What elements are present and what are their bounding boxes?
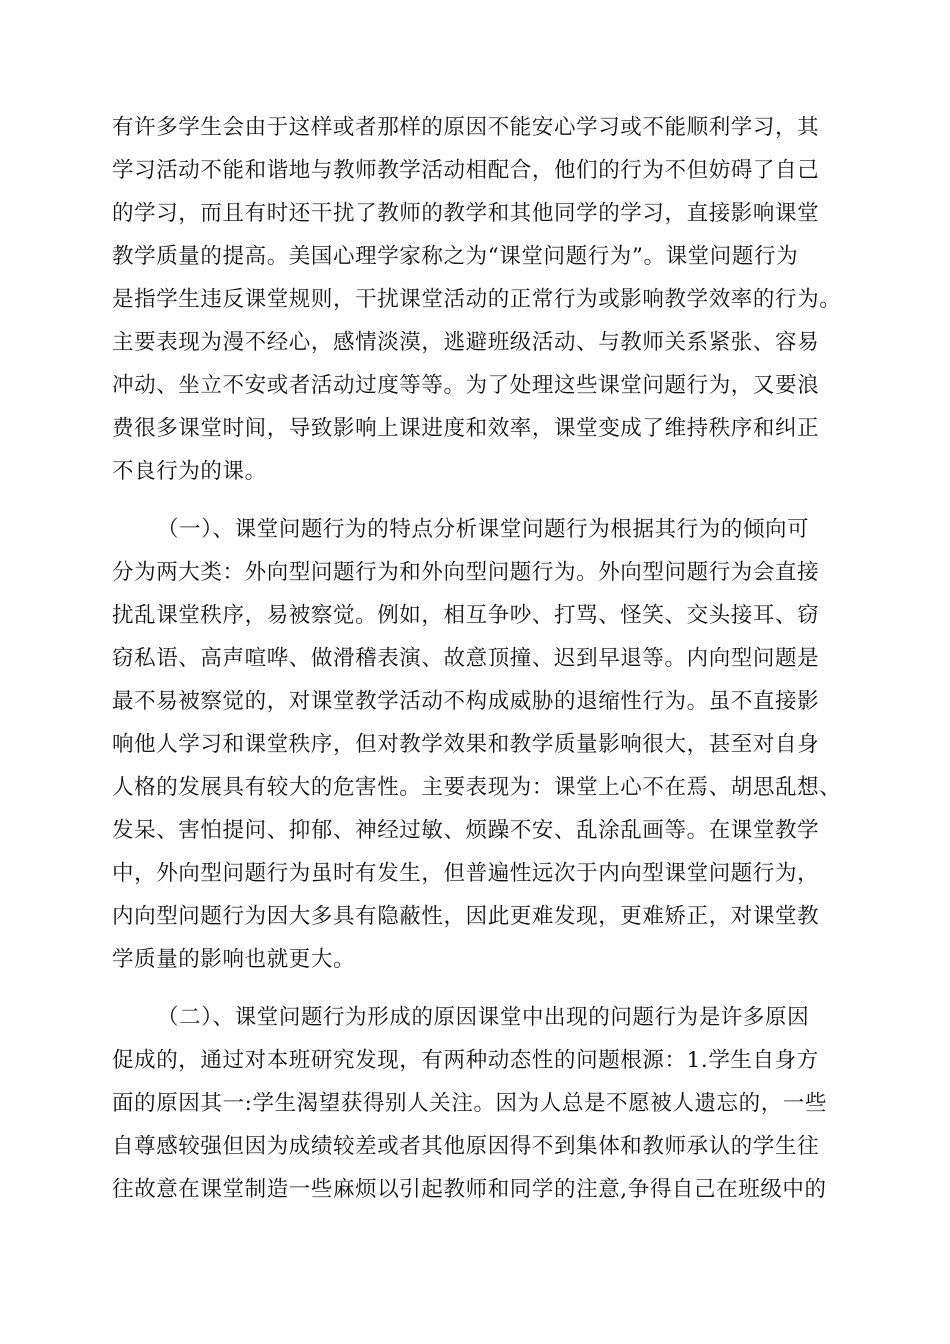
text-line: 往故意在课堂制造一些麻烦以引起教师和同学的注意,争得自己在班级中的 — [112, 1177, 827, 1202]
section-heading-line: （一）、课堂问题行为的特点分析课堂问题行为根据其行为的倾向可 — [157, 517, 810, 542]
text-line: 中，外向型问题行为虽时有发生，但普遍性远次于内向型课堂问题行为， — [112, 861, 820, 886]
text-line: 面的原因其一:学生渴望获得别人关注。因为人总是不愿被人遗忘的，一些 — [112, 1091, 828, 1116]
text-line: 费很多课堂时间，导致影响上课进度和效率，课堂变成了维持秩序和纠正 — [112, 416, 820, 441]
text-line: 主要表现为漫不经心，感情淡漠，逃避班级活动、与教师关系紧张、容易 — [112, 330, 820, 355]
text-line: 学习活动不能和谐地与教师教学活动相配合，他们的行为不但妨碍了自己 — [112, 158, 820, 183]
text-line: 人格的发展具有较大的危害性。主要表现为：课堂上心不在焉、胡思乱想、 — [112, 775, 842, 800]
text-line: 冲动、坐立不安或者活动过度等等。为了处理这些课堂问题行为，又要浪 — [112, 373, 820, 398]
text-line: 自尊感较强但因为成绩较差或者其他原因得不到集体和教师承认的学生往 — [112, 1134, 820, 1159]
text-line: 内向型问题行为因大多具有隐蔽性，因此更难发现，更难矫正，对课堂教 — [112, 904, 820, 929]
text-line: 不良行为的课。 — [112, 459, 267, 484]
text-line: 窃私语、高声喧哗、做滑稽表演、故意顶撞、迟到早退等。内向型问题是 — [112, 646, 820, 671]
text-line: 分为两大类：外向型问题行为和外向型问题行为。外向型问题行为会直接 — [112, 560, 820, 585]
text-line: 扰乱课堂秩序，易被察觉。例如，相互争吵、打骂、怪笑、交头接耳、窃 — [112, 603, 820, 628]
text-line: 的学习，而且有时还干扰了教师的教学和其他同学的学习，直接影响课堂 — [112, 201, 820, 226]
text-line: 学质量的影响也就更大。 — [112, 947, 356, 972]
section-heading-line: （二）、课堂问题行为形成的原因课堂中出现的问题行为是许多原因 — [157, 1005, 810, 1030]
text-line: 最不易被察觉的，对课堂教学活动不构成威胁的退缩性行为。虽不直接影 — [112, 689, 820, 714]
text-line: 教学质量的提高。美国心理学家称之为“课堂问题行为”。课堂问题行为 — [112, 244, 799, 269]
text-line: 响他人学习和课堂秩序，但对教学效果和教学质量影响很大，甚至对自身 — [112, 732, 820, 757]
text-line: 是指学生违反课堂规则，干扰课堂活动的正常行为或影响教学效率的行为。 — [112, 287, 842, 312]
text-line: 有许多学生会由于这样或者那样的原因不能安心学习或不能顺利学习，其 — [112, 115, 820, 140]
text-line: 促成的，通过对本班研究发现，有两种动态性的问题根源：1.学生自身方 — [112, 1048, 819, 1073]
text-line: 发呆、害怕提问、抑郁、神经过敏、烦躁不安、乱涂乱画等。在课堂教学 — [112, 818, 820, 843]
